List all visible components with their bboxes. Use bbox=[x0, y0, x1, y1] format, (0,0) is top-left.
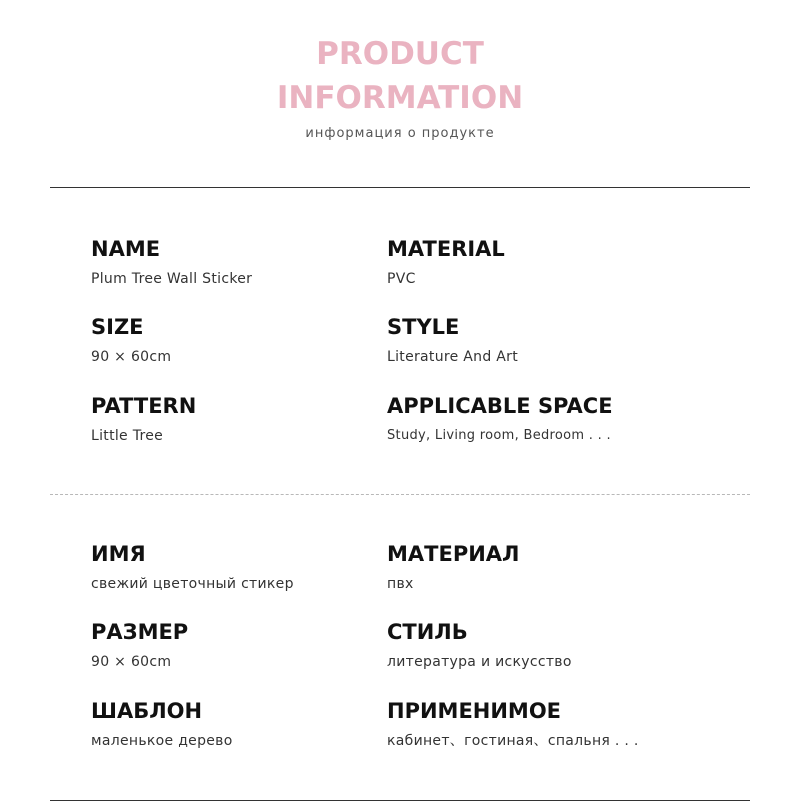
subtitle: информация о продукте bbox=[305, 126, 495, 141]
label-material-ru: МАТЕРИАЛ bbox=[387, 542, 520, 566]
field-material-ru bbox=[387, 541, 519, 593]
value-name: Plum Tree Wall Sticker bbox=[91, 271, 253, 287]
label-material: MATERIAL bbox=[387, 237, 505, 261]
label-pattern: PATTERN bbox=[91, 394, 197, 418]
value-applicable-space: Study, Living room, Bedroom . . . bbox=[387, 428, 611, 443]
label-name-ru: ИМЯ bbox=[91, 542, 146, 566]
field-name-en bbox=[91, 236, 252, 288]
value-name-ru: свежий цветочный стикер bbox=[91, 576, 294, 592]
value-pattern-ru: маленькое дерево bbox=[91, 733, 233, 749]
bottom-divider bbox=[50, 800, 750, 801]
value-size-ru: 90 × 60cm bbox=[91, 654, 172, 670]
top-divider bbox=[50, 187, 750, 188]
label-applicable-space-ru: ПРИМЕНИМОЕ bbox=[387, 699, 562, 723]
label-size-ru: РАЗМЕР bbox=[91, 620, 189, 644]
field-material-en bbox=[387, 236, 505, 288]
field-style-ru bbox=[387, 619, 572, 671]
title-line-1: PRODUCT bbox=[316, 36, 484, 72]
field-applicable-space-ru bbox=[387, 698, 639, 750]
label-size: SIZE bbox=[91, 315, 144, 339]
middle-divider bbox=[50, 494, 750, 495]
value-style: Literature And Art bbox=[387, 349, 519, 365]
label-pattern-ru: ШАБЛОН bbox=[91, 699, 203, 723]
field-pattern-ru bbox=[91, 698, 233, 750]
field-pattern-en bbox=[91, 393, 196, 445]
field-size-en bbox=[91, 314, 171, 366]
value-material-ru: пвх bbox=[387, 576, 414, 592]
value-size: 90 × 60cm bbox=[91, 349, 172, 365]
field-name-ru bbox=[91, 541, 294, 593]
value-material: PVC bbox=[387, 271, 416, 287]
field-applicable-space-en bbox=[387, 393, 613, 445]
label-name: NAME bbox=[91, 237, 161, 261]
label-applicable-space: APPLICABLE SPACE bbox=[387, 394, 613, 418]
page-header bbox=[0, 32, 800, 141]
label-style-ru: СТИЛЬ bbox=[387, 620, 468, 644]
value-applicable-space-ru: кабинет、гостиная、спальня . . . bbox=[387, 733, 639, 749]
value-style-ru: литература и искусство bbox=[387, 654, 572, 670]
title-line-2: INFORMATION bbox=[276, 80, 524, 116]
label-style: STYLE bbox=[387, 315, 460, 339]
field-style-en bbox=[387, 314, 518, 366]
value-pattern: Little Tree bbox=[91, 428, 164, 444]
field-size-ru bbox=[91, 619, 188, 671]
